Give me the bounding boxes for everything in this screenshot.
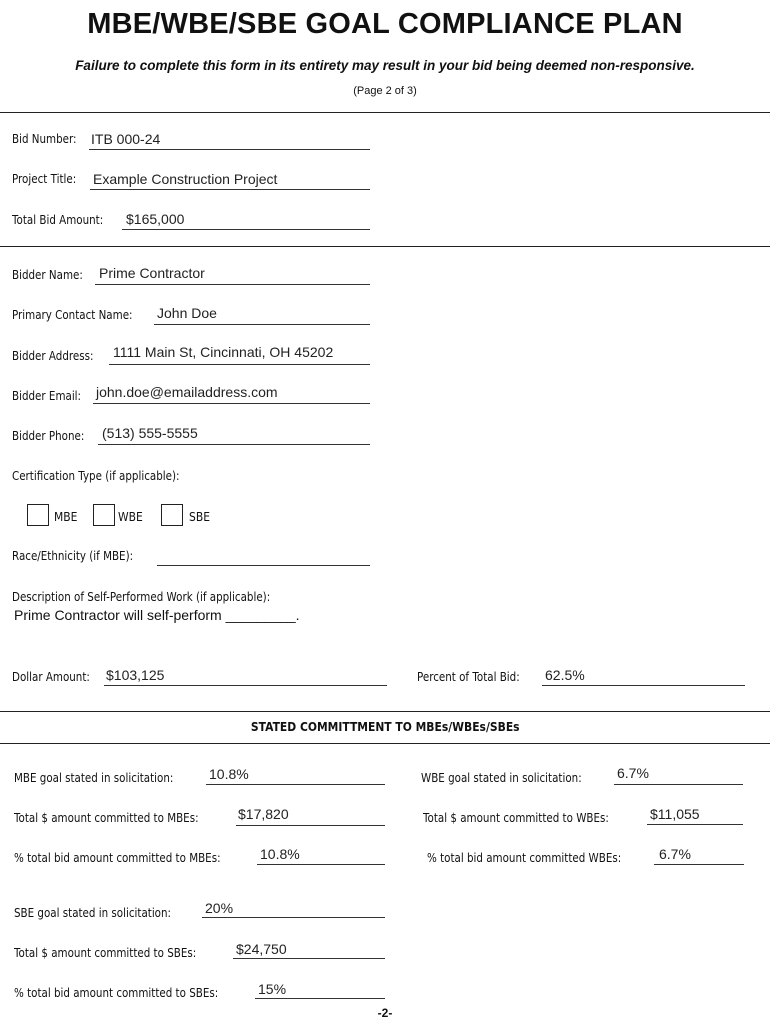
dollar-amount-underline <box>104 685 387 686</box>
mbe-checkbox[interactable] <box>27 504 49 526</box>
bidder-address-label: Bidder Address: <box>12 349 94 363</box>
wbe-goal-field[interactable]: 6.7% <box>617 765 649 781</box>
contact-name-label: Primary Contact Name: <box>12 308 133 322</box>
percent-total-underline <box>542 685 745 686</box>
self-performed-label: Description of Self-Performed Work (if applicable): <box>12 590 271 604</box>
mbe-checkbox-label: MBE <box>54 509 78 524</box>
bidder-name-field[interactable]: Prime Contractor <box>99 265 205 281</box>
wbe-checkbox[interactable] <box>93 504 115 526</box>
divider <box>0 711 770 712</box>
commitment-section-title: STATED COMMITTMENT TO MBEs/WBEs/SBEs <box>250 719 520 734</box>
contact-name-underline <box>154 324 370 325</box>
certification-type-label: Certification Type (if applicable): <box>12 469 180 483</box>
sbe-goal-field[interactable]: 20% <box>205 900 234 916</box>
sbe-percent-field[interactable]: 15% <box>258 981 287 997</box>
sbe-percent-underline <box>255 998 385 999</box>
mbe-amount-label: Total $ amount committed to MBEs: <box>14 811 199 825</box>
wbe-percent-underline <box>654 864 744 865</box>
mbe-goal-label: MBE goal stated in solicitation: <box>14 771 174 785</box>
dollar-amount-field[interactable]: $103,125 <box>106 667 165 683</box>
mbe-goal-underline <box>206 784 385 785</box>
contact-name-field[interactable]: John Doe <box>157 305 217 321</box>
wbe-amount-field[interactable]: $11,055 <box>650 806 700 822</box>
bidder-email-field[interactable]: john.doe@emailaddress.com <box>96 384 278 400</box>
wbe-amount-underline <box>647 824 743 825</box>
mbe-percent-underline <box>257 864 385 865</box>
sbe-percent-label: % total bid amount committed to SBEs: <box>14 986 219 1000</box>
race-ethnicity-underline <box>157 565 370 566</box>
bid-number-label: Bid Number: <box>12 132 77 146</box>
mbe-amount-field[interactable]: $17,820 <box>238 806 289 822</box>
wbe-amount-label: Total $ amount committed to WBEs: <box>423 811 609 825</box>
project-title-field[interactable]: Example Construction Project <box>93 171 278 187</box>
form-title: MBE/WBE/SBE GOAL COMPLIANCE PLAN <box>87 8 683 40</box>
sbe-checkbox[interactable] <box>161 504 183 526</box>
divider <box>0 246 770 247</box>
project-title-label: Project Title: <box>12 172 77 186</box>
sbe-amount-underline <box>233 958 385 959</box>
page-number: -2- <box>377 1006 393 1020</box>
bidder-phone-label: Bidder Phone: <box>12 429 85 443</box>
page-indicator: (Page 2 of 3) <box>353 85 417 97</box>
bidder-phone-underline <box>98 444 370 445</box>
self-performed-description[interactable]: Prime Contractor will self-perform _________. <box>14 607 300 623</box>
total-bid-underline <box>122 229 370 230</box>
total-bid-field[interactable]: $165,000 <box>126 211 185 227</box>
sbe-goal-underline <box>202 917 385 918</box>
divider <box>0 743 770 744</box>
total-bid-label: Total Bid Amount: <box>12 213 104 227</box>
wbe-checkbox-label: WBE <box>118 509 143 524</box>
sbe-checkbox-label: SBE <box>189 509 211 524</box>
wbe-percent-field[interactable]: 6.7% <box>659 846 691 862</box>
sbe-goal-label: SBE goal stated in solicitation: <box>14 906 172 920</box>
wbe-goal-label: WBE goal stated in solicitation: <box>421 771 582 785</box>
bidder-email-label: Bidder Email: <box>12 389 82 403</box>
race-ethnicity-label: Race/Ethnicity (if MBE): <box>12 549 134 563</box>
form-warning: Failure to complete this form in its entirety may result in your bid being deemed non-responsive. <box>75 58 695 73</box>
bidder-address-underline <box>109 364 370 365</box>
sbe-amount-label: Total $ amount committed to SBEs: <box>14 946 197 960</box>
sbe-amount-field[interactable]: $24,750 <box>236 941 287 957</box>
wbe-goal-underline <box>614 784 743 785</box>
bidder-phone-field[interactable]: (513) 555-5555 <box>102 425 198 441</box>
bidder-address-field[interactable]: 1111 Main St, Cincinnati, OH 45202 <box>113 344 334 360</box>
bidder-name-label: Bidder Name: <box>12 268 83 282</box>
bid-number-field[interactable]: ITB 000-24 <box>91 131 161 147</box>
bidder-name-underline <box>95 284 370 285</box>
dollar-amount-label: Dollar Amount: <box>12 670 90 684</box>
percent-total-field[interactable]: 62.5% <box>545 667 585 683</box>
mbe-goal-field[interactable]: 10.8% <box>209 766 249 782</box>
bidder-email-underline <box>93 403 370 404</box>
percent-total-label: Percent of Total Bid: <box>417 670 520 684</box>
mbe-percent-field[interactable]: 10.8% <box>260 846 300 862</box>
project-title-underline <box>90 189 370 190</box>
wbe-percent-label: % total bid amount committed WBEs: <box>427 851 622 865</box>
divider <box>0 112 770 113</box>
bid-number-underline <box>89 149 370 150</box>
mbe-amount-underline <box>236 825 385 826</box>
mbe-percent-label: % total bid amount committed to MBEs: <box>14 851 221 865</box>
